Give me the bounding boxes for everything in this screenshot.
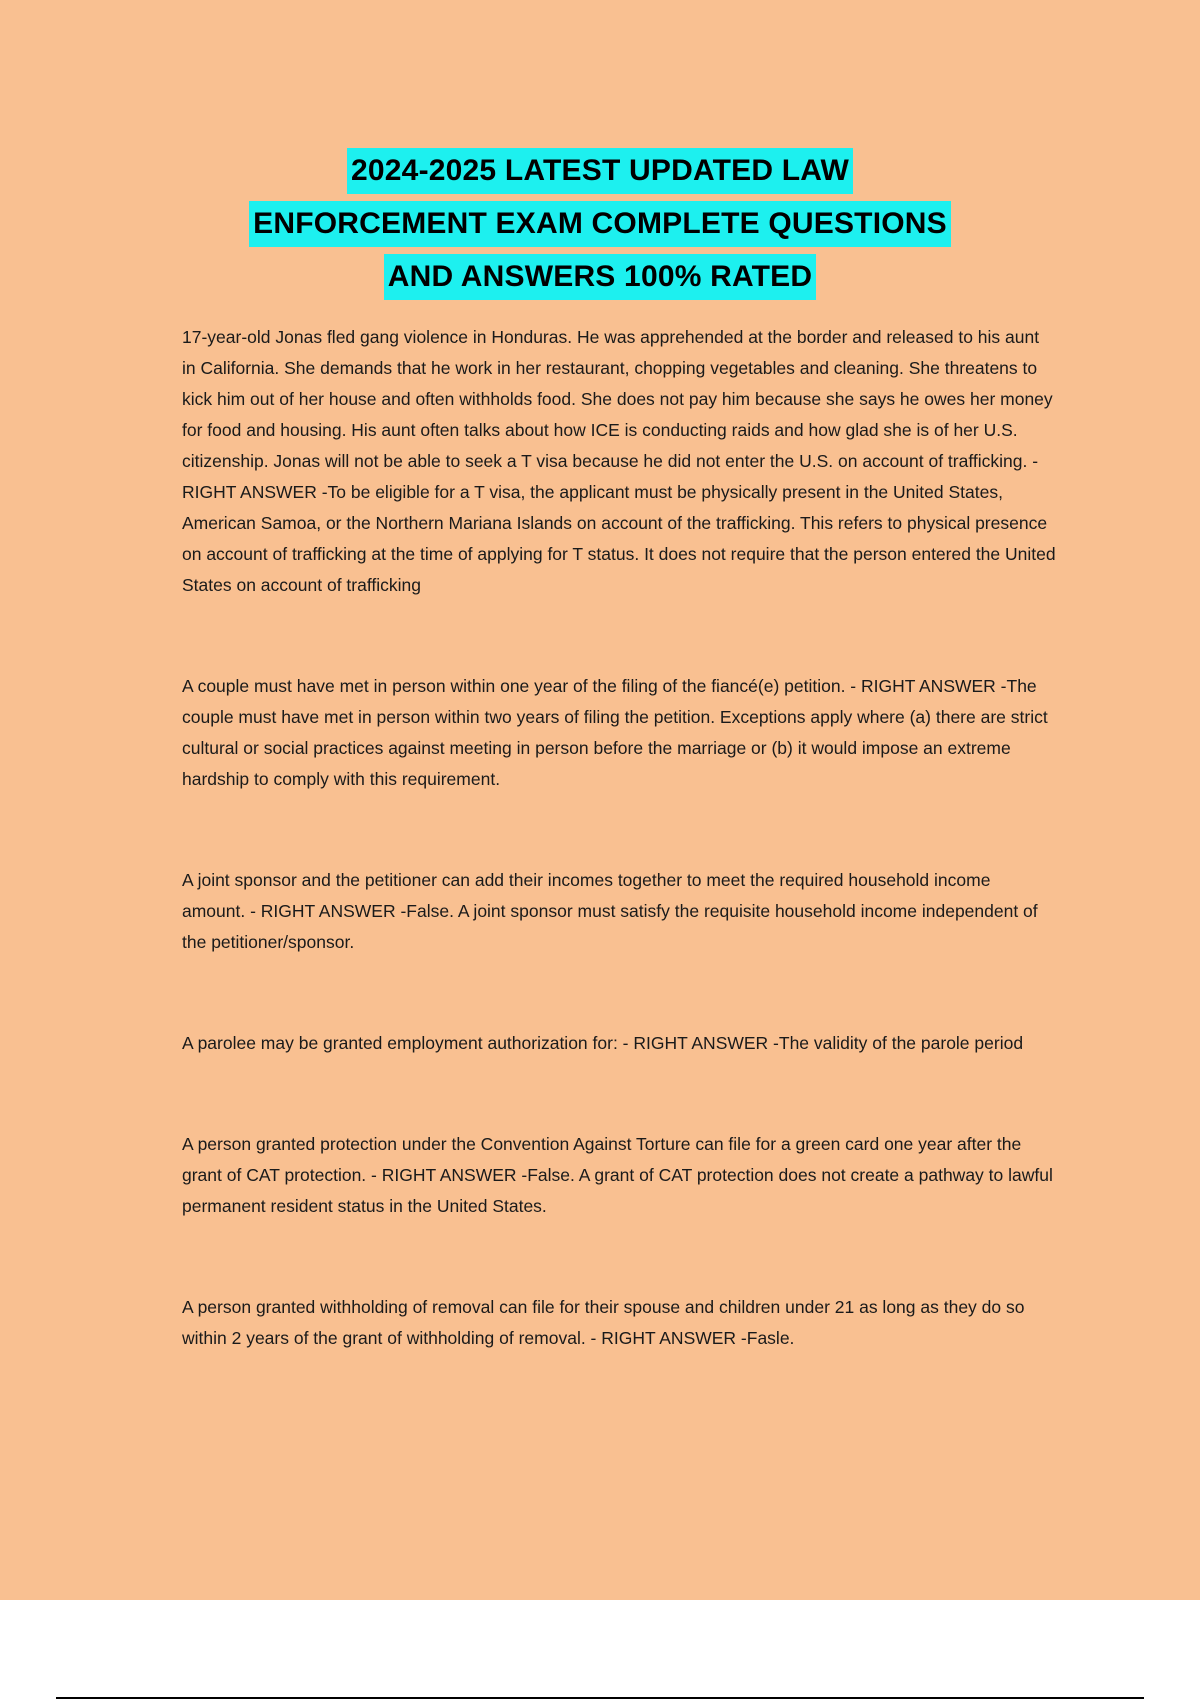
title-line-2: ENFORCEMENT EXAM COMPLETE QUESTIONS xyxy=(249,201,951,247)
qa-item-joint-sponsor: A joint sponsor and the petitioner can add their incomes together to meet the required household income amount. - RIGHT ANSWER -False. A joint sponsor must satisfy the requisite household income independent of the petitioner/sponsor. xyxy=(182,870,1038,952)
qa-item-withholding-removal: A person granted withholding of removal can file for their spouse and children under 21 as long as they do so within 2 years of the grant of withholding of removal. - RIGHT ANSWER -Fasle. xyxy=(182,1297,1025,1348)
title-line-1: 2024-2025 LATEST UPDATED LAW xyxy=(347,148,853,194)
title-line-3: AND ANSWERS 100% RATED xyxy=(384,254,816,300)
document-title xyxy=(0,148,1200,307)
qa-item-parolee: A parolee may be granted employment authorization for: - RIGHT ANSWER -The validity of the parole period xyxy=(182,1033,1024,1053)
qa-item-fiance-petition: A couple must have met in person within one year of the filing of the fiancé(e) petition. - RIGHT ANSWER -The couple must have met in person within two years of filing the petition. Exceptions apply where (a) there are strict cultural or social practices against meeting in person before the marriage or (b) it would impose an extreme hardship to comply with this requirement. xyxy=(182,676,1048,789)
qa-item-t-visa: 17-year-old Jonas fled gang violence in Honduras. He was apprehended at the border and released to his aunt in California. She demands that he work in her restaurant, chopping vegetables and cleaning. She threatens to kick him out of her house and often withholds food. She does not pay him because she says he owes her money for food and housing. His aunt often talks about how ICE is conducting raids and how glad she is of her U.S. citizenship. Jonas will not be able to seek a T visa because he did not enter the U.S. on account of trafficking. - RIGHT ANSWER -To be eligible for a T visa, the applicant must be physically present in the United States, American Samoa, or the Northern Mariana Islands on account of the trafficking. This refers to physical presence on account of trafficking at the time of applying for T status. It does not require that the person entered the United States on account of trafficking xyxy=(182,327,1056,595)
footer-divider xyxy=(56,1697,1144,1699)
qa-item-cat-protection: A person granted protection under the Convention Against Torture can file for a green card one year after the grant of CAT protection. - RIGHT ANSWER -False. A grant of CAT protection does not create a pathway to lawful permanent resident status in the United States. xyxy=(182,1134,1053,1216)
qa-list xyxy=(182,322,1056,1354)
